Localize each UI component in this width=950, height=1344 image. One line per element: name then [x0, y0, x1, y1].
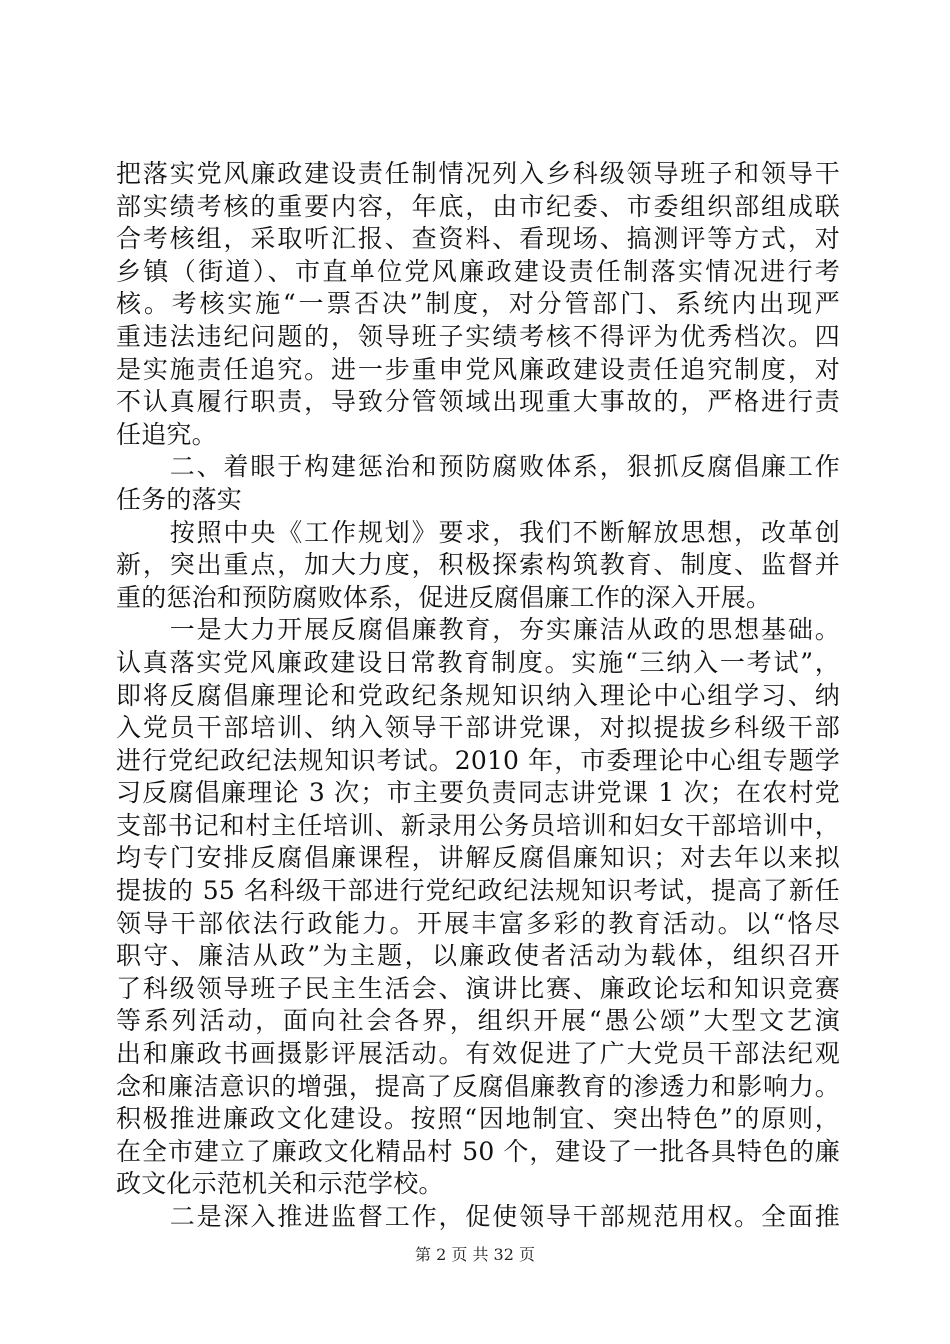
text-line: 领导干部依法行政能力。开展丰富多彩的教育活动。以“恪尽	[116, 908, 840, 938]
text-line: 职守、廉洁从政”为主题，以廉政使者活动为载体，组织召开	[116, 941, 840, 971]
text-line: 核。考核实施“一票否决”制度，对分管部门、系统内出现严	[116, 289, 840, 319]
text-line: 等系列活动，面向社会各界，组织开展“愚公颂”大型文艺演	[116, 1006, 840, 1036]
text-line: 一是大力开展反腐倡廉教育，夯实廉洁从政的思想基础。	[116, 615, 840, 645]
text-line: 提拔的 55 名科级干部进行党纪政纪法规知识考试，提高了新任	[116, 876, 840, 906]
text-line: 重的惩治和预防腐败体系，促进反腐倡廉工作的深入开展。	[116, 582, 772, 612]
text-line: 支部书记和村主任培训、新录用公务员培训和妇女干部培训中，	[116, 810, 840, 840]
text-line: 部实绩考核的重要内容，年底，由市纪委、市委组织部组成联	[116, 191, 840, 221]
text-line: 按照中央《工作规划》要求，我们不断解放思想，改革创	[116, 517, 840, 547]
text-line: 二是深入推进监督工作，促使领导干部规范用权。全面推	[116, 1202, 840, 1231]
text-line: 任追究。	[116, 419, 217, 449]
text-line: 政文化示范机关和示范学校。	[116, 1169, 444, 1199]
text-line: 乡镇（街道）、市直单位党风廉政建设责任制落实情况进行考	[116, 256, 840, 286]
text-line: 合考核组，采取听汇报、查资料、看现场、搞测评等方式，对	[116, 224, 840, 254]
text-line: 把落实党风廉政建设责任制情况列入乡科级领导班子和领导干	[116, 159, 840, 188]
text-line: 二、着眼于构建惩治和预防腐败体系，狠抓反腐倡廉工作	[116, 452, 840, 482]
text-line: 认真落实党风廉政建设日常教育制度。实施“三纳入一考试”，	[116, 647, 840, 677]
text-line: 念和廉洁意识的增强，提高了反腐倡廉教育的渗透力和影响力。	[116, 1071, 840, 1101]
page-footer: 第 2 页 共 32 页	[415, 1245, 535, 1264]
text-line: 进行党纪政纪法规知识考试。2010 年，市委理论中心组专题学	[116, 745, 840, 775]
text-line: 重违法违纪问题的，领导班子实绩考核不得评为优秀档次。四	[116, 321, 840, 351]
text-line: 了科级领导班子民主生活会、演讲比赛、廉政论坛和知识竞赛	[116, 973, 840, 1003]
text-line: 在全市建立了廉政文化精品村 50 个，建设了一批各具特色的廉	[116, 1136, 840, 1166]
text-line: 出和廉政书画摄影评展活动。有效促进了广大党员干部法纪观	[116, 1039, 840, 1069]
text-line: 入党员干部培训、纳入领导干部讲党课，对拟提拔乡科级干部	[116, 713, 840, 743]
text-line: 习反腐倡廉理论 3 次；市主要负责同志讲党课 1 次；在农村党	[116, 778, 840, 808]
text-line: 积极推进廉政文化建设。按照“因地制宜、突出特色”的原则，	[116, 1104, 840, 1134]
text-line: 不认真履行职责，导致分管领域出现重大事故的，严格进行责	[116, 387, 840, 417]
text-line: 任务的落实	[116, 484, 243, 514]
text-line: 均专门安排反腐倡廉课程，讲解反腐倡廉知识；对去年以来拟	[116, 843, 840, 873]
text-line: 新，突出重点，加大力度，积极探索构筑教育、制度、监督并	[116, 550, 840, 580]
text-line: 即将反腐倡廉理论和党政纪条规知识纳入理论中心组学习、纳	[116, 680, 840, 710]
text-line: 是实施责任追究。进一步重申党风廉政建设责任追究制度，对	[116, 354, 840, 384]
body-text	[116, 158, 840, 1234]
